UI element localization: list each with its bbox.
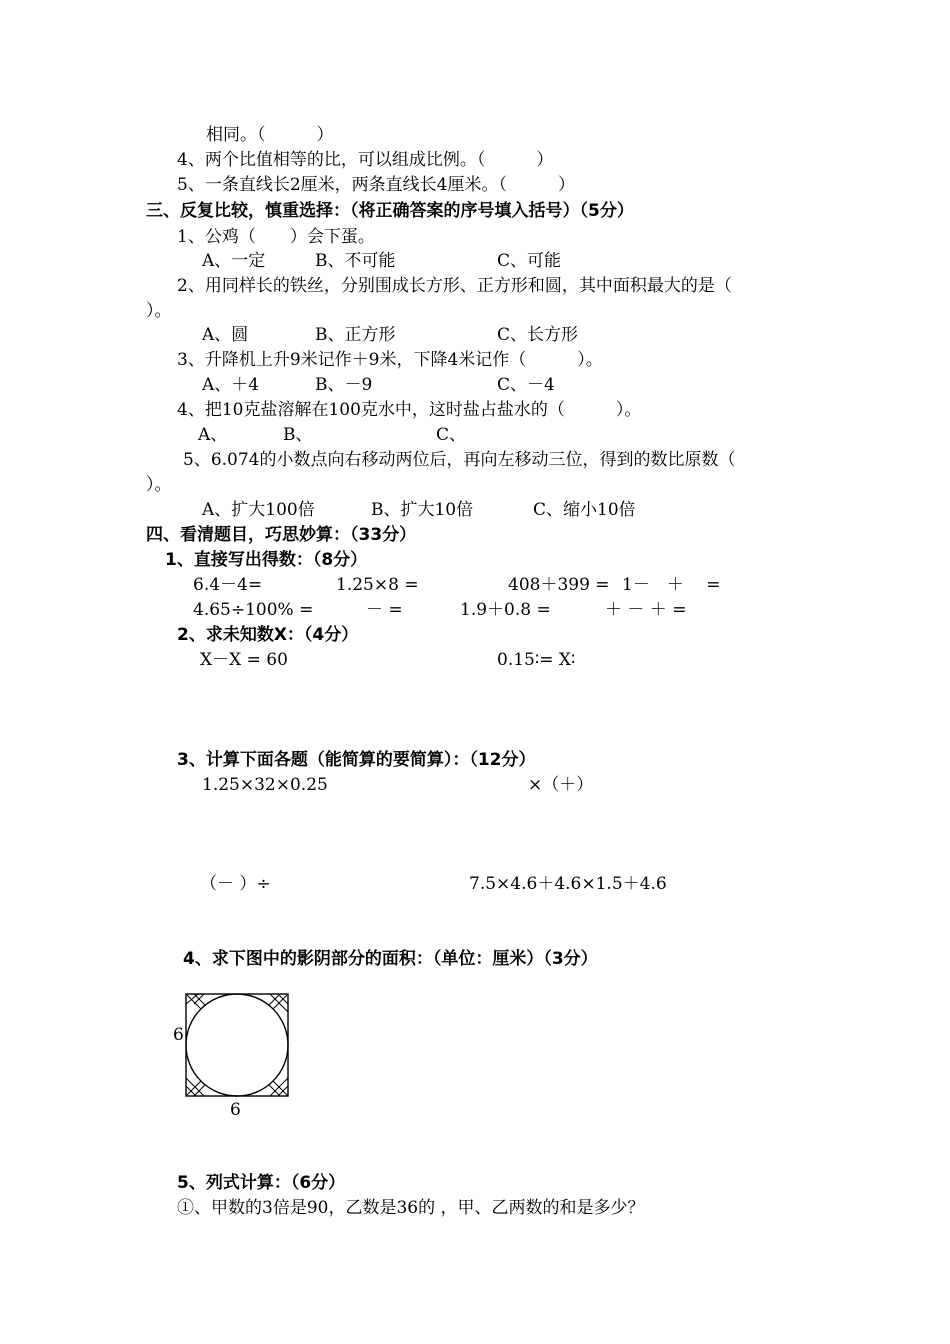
choice-q4: 4、把10克盐溶解在100克水中，这时盐占盐水的（ ）。: [177, 400, 642, 420]
figure-side-label: 6: [173, 1025, 184, 1045]
figure-bottom-label: 6: [230, 1100, 241, 1120]
choice-q5-continuation: ）。: [146, 475, 172, 495]
section-3-title: 三、反复比较，慎重选择：（将正确答案的序号填入括号）（5分）: [146, 201, 634, 221]
oral-calc-3: 408＋399 =: [508, 575, 610, 595]
oral-calc-4: 1－ ＋ =: [622, 575, 721, 595]
choice-q2: 2、用同样长的铁丝，分别围成长方形、正方形和圆，其中面积最大的是（: [177, 276, 732, 296]
choice-q4-option-b: B、: [283, 425, 313, 445]
equation-1: X－X = 60: [200, 650, 288, 670]
subsection-4-title: 4、求下图中的影阴部分的面积：（单位：厘米）（3分）: [183, 949, 598, 969]
oral-calc-5: 4.65÷100% =: [193, 600, 314, 620]
oral-calc-7: 1.9＋0.8 =: [460, 600, 551, 620]
subsection-3-title: 3、计算下面各题（能简算的要简算）：（12分）: [177, 750, 536, 770]
oral-calc-8: ＋ － ＋ =: [605, 600, 687, 620]
calc-expr-4: 7.5×4.6＋4.6×1.5＋4.6: [469, 874, 667, 894]
judge-item-5: 5、一条直线长2厘米，两条直线长4厘米。（ ）: [177, 175, 575, 195]
calc-expr-3: （－ ）÷: [200, 874, 271, 894]
choice-q3-option-b: B、－9: [315, 375, 373, 395]
choice-q5-option-a: A、扩大100倍: [202, 500, 315, 520]
judge-item-4: 4、两个比值相等的比，可以组成比例。（ ）: [177, 150, 554, 170]
subsection-2-title: 2、求未知数X：（4分）: [177, 625, 359, 645]
section-4-title: 四、看清题目，巧思妙算：（33分）: [146, 525, 417, 545]
choice-q5-option-c: C、缩小10倍: [533, 500, 636, 520]
choice-q4-option-c: C、: [436, 425, 467, 445]
word-problem-1: ①、甲数的3倍是90，乙数是36的 ，甲、乙两数的和是多少？: [177, 1198, 645, 1218]
equation-2: 0.15∶= X∶: [497, 650, 576, 670]
choice-q3-option-c: C、－4: [497, 375, 555, 395]
choice-q3: 3、升降机上升9米记作＋9米，下降4米记作（ ）。: [177, 350, 603, 370]
choice-q1: 1、公鸡（ ）会下蛋。: [177, 227, 375, 247]
choice-q5: 5、6.074的小数点向右移动两位后，再向左移动三位，得到的数比原数（: [183, 450, 736, 470]
choice-q2-continuation: ）。: [146, 301, 172, 321]
subsection-1-title: 1、直接写出得数：（8分）: [165, 550, 368, 570]
oral-calc-6: － =: [366, 600, 403, 620]
judge-line-continuation: 相同。（ ）: [206, 125, 334, 145]
choice-q5-option-b: B、扩大10倍: [371, 500, 474, 520]
choice-q3-option-a: A、＋4: [202, 375, 260, 395]
choice-q1-option-a: A、一定: [202, 251, 266, 271]
calc-expr-2: ×（＋）: [528, 775, 594, 795]
calc-expr-1: 1.25×32×0.25: [202, 775, 328, 795]
oral-calc-1: 6.4－4=: [193, 575, 263, 595]
choice-q4-option-a: A、: [198, 425, 228, 445]
choice-q2-option-c: C、长方形: [497, 325, 579, 345]
choice-q2-option-b: B、正方形: [315, 325, 396, 345]
choice-q1-option-c: C、可能: [497, 251, 562, 271]
oral-calc-2: 1.25×8 =: [336, 575, 419, 595]
choice-q2-option-a: A、圆: [202, 325, 249, 345]
choice-q1-option-b: B、不可能: [315, 251, 396, 271]
subsection-5-title: 5、列式计算：（6分）: [177, 1173, 346, 1193]
